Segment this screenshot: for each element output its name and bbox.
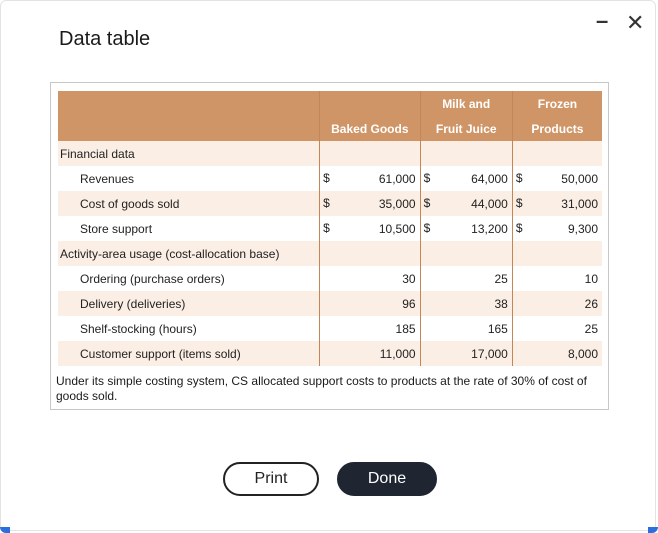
value-cell bbox=[512, 216, 602, 241]
row-label: Shelf-stocking (hours) bbox=[58, 316, 320, 341]
table-row bbox=[58, 216, 602, 241]
section-label: Activity-area usage (cost-allocation base) bbox=[58, 241, 320, 266]
cell-value: 35,000 bbox=[378, 196, 416, 211]
empty-cell bbox=[512, 141, 602, 166]
currency-symbol: $ bbox=[515, 171, 523, 185]
minimize-icon[interactable]: – bbox=[596, 8, 609, 33]
cell-value: 8,000 bbox=[567, 346, 598, 361]
header-col-3-top: Frozen bbox=[512, 91, 602, 116]
value-cell bbox=[320, 191, 420, 216]
value-cell bbox=[512, 316, 602, 341]
cell-value: 31,000 bbox=[561, 196, 598, 211]
header-col-1: Baked Goods bbox=[320, 116, 420, 141]
value-cell bbox=[420, 166, 512, 191]
cell-value: 25 bbox=[584, 321, 598, 336]
data-table bbox=[58, 91, 602, 366]
currency-symbol: $ bbox=[323, 171, 330, 185]
value-cell bbox=[420, 266, 512, 291]
currency-symbol: $ bbox=[515, 196, 523, 210]
row-label: Cost of goods sold bbox=[58, 191, 320, 216]
cell-value: 13,200 bbox=[471, 221, 508, 236]
empty-cell bbox=[512, 241, 602, 266]
value-cell bbox=[320, 266, 420, 291]
cell-value: 10,500 bbox=[378, 221, 416, 236]
currency-symbol: $ bbox=[423, 171, 431, 185]
cell-value: 17,000 bbox=[471, 346, 508, 361]
value-cell bbox=[512, 191, 602, 216]
header-col-2: Fruit Juice bbox=[420, 116, 512, 141]
row-label: Delivery (deliveries) bbox=[58, 291, 320, 316]
empty-cell bbox=[420, 241, 512, 266]
section-label: Financial data bbox=[58, 141, 320, 166]
row-label: Store support bbox=[58, 216, 320, 241]
cell-value: 38 bbox=[494, 296, 508, 311]
value-cell bbox=[420, 216, 512, 241]
dialog-title: Data table bbox=[59, 28, 151, 50]
value-cell bbox=[420, 341, 512, 366]
currency-symbol: $ bbox=[423, 196, 431, 210]
value-cell bbox=[512, 291, 602, 316]
cell-value: 30 bbox=[402, 271, 416, 286]
header-col-3: Products bbox=[512, 116, 602, 141]
value-cell bbox=[512, 341, 602, 366]
print-button[interactable]: Print bbox=[223, 462, 319, 496]
done-button[interactable]: Done bbox=[337, 462, 437, 496]
table-row bbox=[58, 291, 602, 316]
value-cell bbox=[420, 316, 512, 341]
cell-value: 9,300 bbox=[567, 221, 598, 236]
table-row bbox=[58, 316, 602, 341]
currency-symbol: $ bbox=[515, 221, 523, 235]
cell-value: 44,000 bbox=[471, 196, 508, 211]
close-icon[interactable]: ✕ bbox=[626, 10, 645, 35]
cell-value: 64,000 bbox=[471, 171, 508, 186]
table-row bbox=[58, 191, 602, 216]
table-row bbox=[58, 266, 602, 291]
value-cell bbox=[320, 166, 420, 191]
section-row bbox=[58, 241, 602, 266]
value-cell bbox=[420, 291, 512, 316]
cell-value: 165 bbox=[487, 321, 508, 336]
footnote-text: Under its simple costing system, CS allocated support costs to products at the rate of 30% of cost of goods sold. bbox=[56, 374, 587, 403]
value-cell bbox=[320, 341, 420, 366]
empty-cell bbox=[420, 141, 512, 166]
cell-value: 185 bbox=[395, 321, 416, 336]
currency-symbol: $ bbox=[423, 221, 431, 235]
cell-value: 10 bbox=[584, 271, 598, 286]
value-cell bbox=[420, 191, 512, 216]
row-label: Revenues bbox=[58, 166, 320, 191]
table-header-row-bottom bbox=[58, 116, 602, 141]
row-label: Customer support (items sold) bbox=[58, 341, 320, 366]
value-cell bbox=[320, 316, 420, 341]
cell-value: 26 bbox=[584, 296, 598, 311]
table-row bbox=[58, 341, 602, 366]
cell-value: 11,000 bbox=[379, 346, 416, 361]
window-corner-accent-left bbox=[0, 527, 10, 533]
cell-value: 50,000 bbox=[561, 171, 598, 186]
value-cell bbox=[320, 291, 420, 316]
table-row bbox=[58, 166, 602, 191]
window-corner-accent-right bbox=[648, 527, 658, 533]
currency-symbol: $ bbox=[323, 196, 330, 210]
data-table-panel bbox=[50, 82, 609, 410]
table-header-row-top bbox=[58, 91, 602, 116]
header-col-2-top: Milk and bbox=[420, 91, 512, 116]
header-blank bbox=[58, 116, 320, 141]
empty-cell bbox=[320, 141, 420, 166]
section-row bbox=[58, 141, 602, 166]
row-label: Ordering (purchase orders) bbox=[58, 266, 320, 291]
value-cell bbox=[512, 166, 602, 191]
value-cell bbox=[512, 266, 602, 291]
header-col-1-top bbox=[320, 91, 420, 116]
empty-cell bbox=[320, 241, 420, 266]
value-cell bbox=[320, 216, 420, 241]
cell-value: 25 bbox=[494, 271, 508, 286]
currency-symbol: $ bbox=[323, 221, 330, 235]
cell-value: 61,000 bbox=[378, 171, 416, 186]
header-blank bbox=[58, 91, 320, 116]
table-body bbox=[58, 141, 602, 366]
cell-value: 96 bbox=[402, 296, 416, 311]
